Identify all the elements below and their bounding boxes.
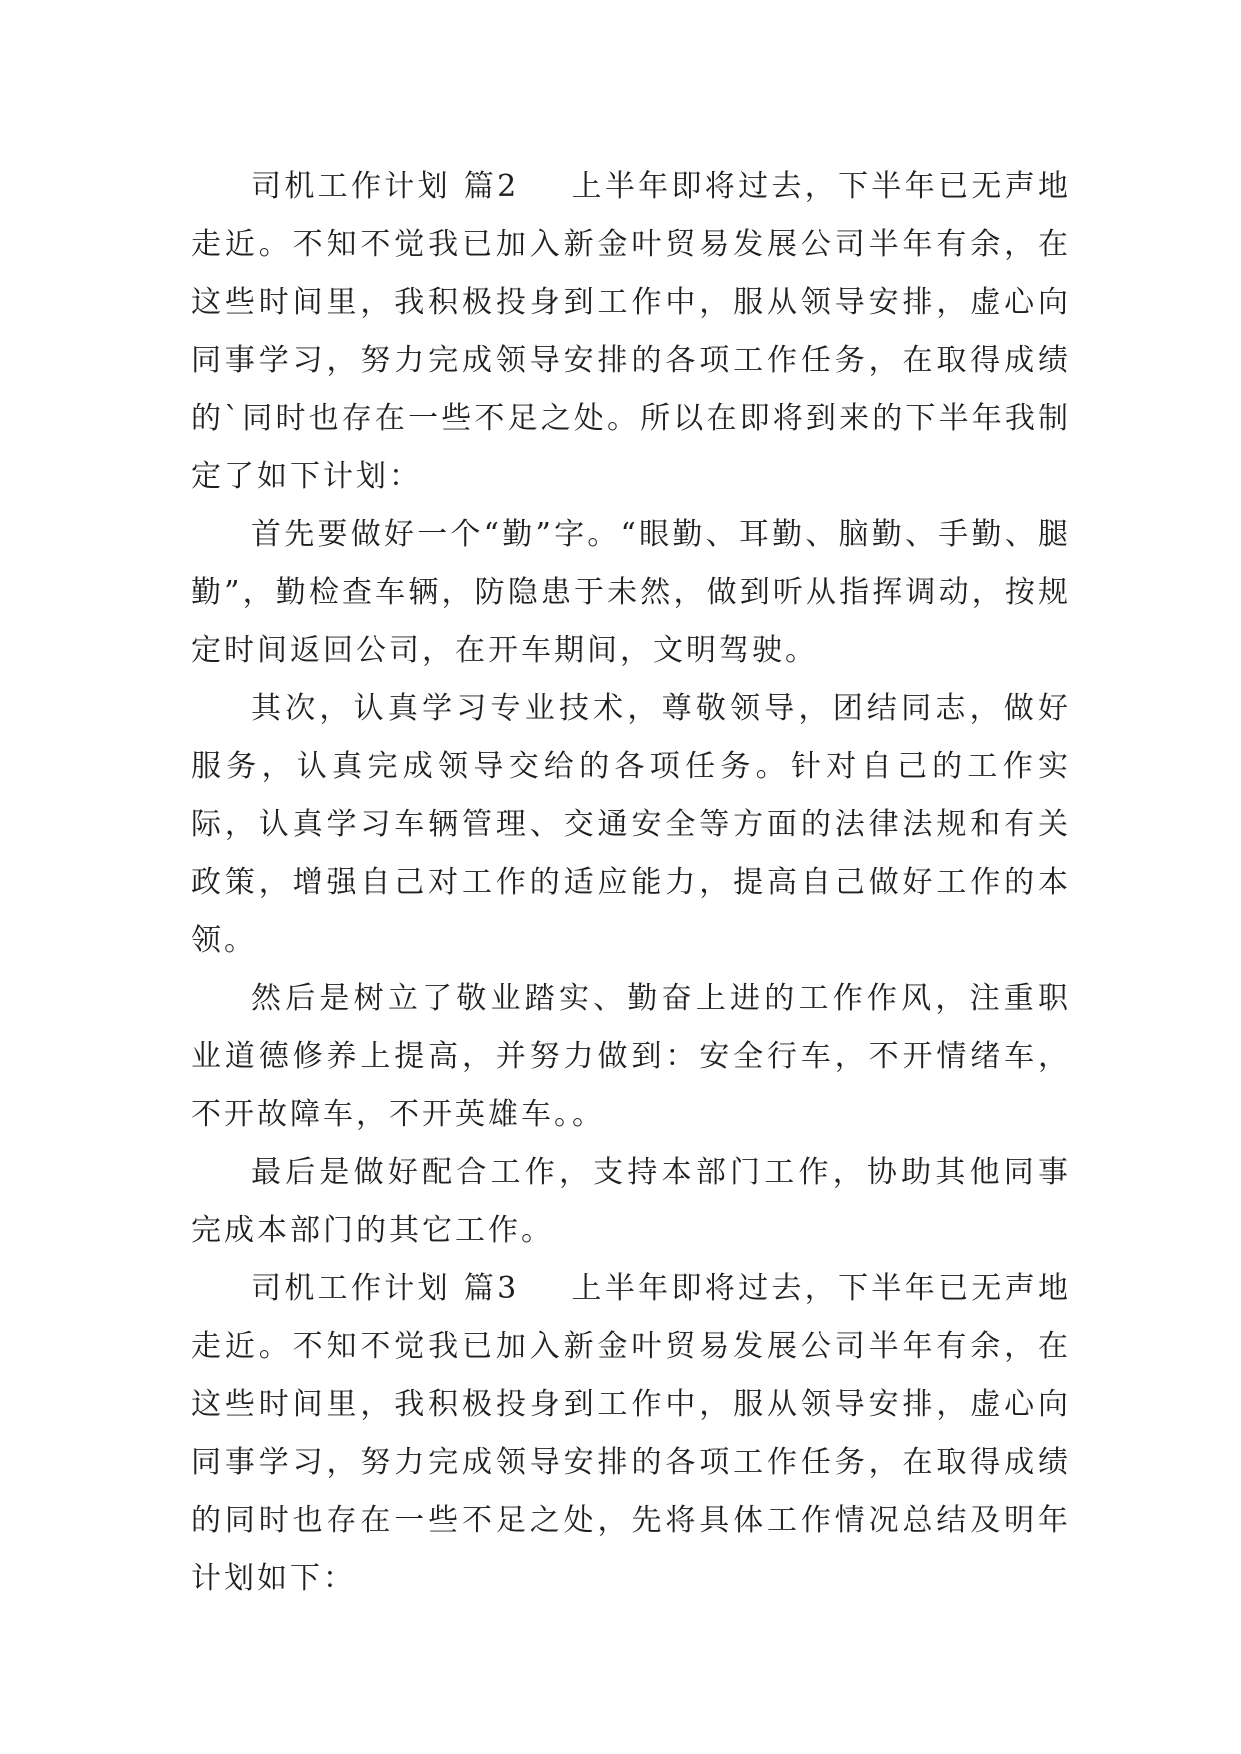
section-3-heading: 司机工作计划 篇3 xyxy=(251,1271,520,1306)
section-2-paragraph-cooperation: 最后是做好配合工作，支持本部门工作，协助其他同事完成本部门的其它工作。 xyxy=(191,1155,1071,1248)
section-2-paragraph-study: 其次，认真学习专业技术，尊敬领导，团结同志，做好服务，认真完成领导交给的各项任务。针对自己的工作实际，认真学习车辆管理、交通安全等方面的法律法规和有关政策，增强自己对工作的适应能力，提高自己做好工作的本领。 xyxy=(191,691,1071,958)
section-3-opening-paragraph xyxy=(191,1260,1071,1608)
section-2-paragraph-diligence: 首先要做好一个“勤”字。“眼勤、耳勤、脑勤、手勤、腿勤”，勤检查车辆，防隐患于未然，做到听从指挥调动，按规定时间返回公司，在开车期间，文明驾驶。 xyxy=(191,517,1071,668)
section-2-heading: 司机工作计划 篇2 xyxy=(251,169,520,204)
section-2-intro: 上半年即将过去，下半年已无声地走近。不知不觉我已加入新金叶贸易发展公司半年有余，在这些时间里，我积极投身到工作中，服从领导安排，虚心向同事学习，努力完成领导安排的各项工作任务，在取得成绩的`同时也存在一些不足之处。所以在即将到来的下半年我制定了如下计划： xyxy=(191,169,1072,494)
document-body xyxy=(191,158,1071,1608)
section-2-paragraph-work-style: 然后是树立了敬业踏实、勤奋上进的工作作风，注重职业道德修养上提高，并努力做到：安全行车，不开情绪车，不开故障车，不开英雄车。。 xyxy=(191,981,1071,1132)
section-3-intro: 上半年即将过去，下半年已无声地走近。不知不觉我已加入新金叶贸易发展公司半年有余，在这些时间里，我积极投身到工作中，服从领导安排，虚心向同事学习，努力完成领导安排的各项工作任务，在取得成绩的同时也存在一些不足之处，先将具体工作情况总结及明年计划如下： xyxy=(191,1271,1072,1596)
section-2-opening-paragraph xyxy=(191,158,1071,506)
